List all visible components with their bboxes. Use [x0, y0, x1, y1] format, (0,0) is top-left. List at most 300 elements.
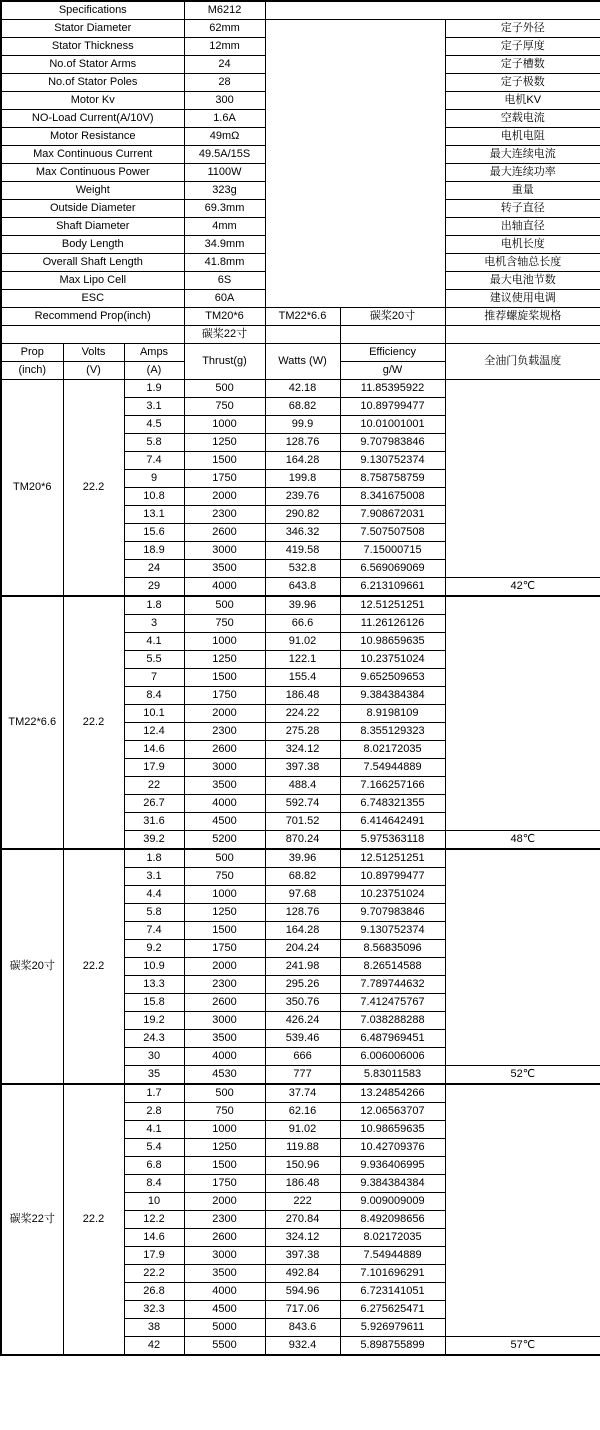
thrust-cell: 1250: [184, 904, 265, 922]
col-header-watts: Watts (W): [265, 344, 340, 380]
watts-cell: 199.8: [265, 470, 340, 488]
spec-zh-label: 转子直径: [445, 200, 600, 218]
watts-cell: 62.16: [265, 1103, 340, 1121]
spec-value: 6S: [184, 272, 265, 290]
efficiency-cell: 8.355129323: [340, 723, 445, 741]
watts-cell: 164.28: [265, 922, 340, 940]
watts-cell: 99.9: [265, 416, 340, 434]
temp-cell: 57℃: [445, 1337, 600, 1356]
thrust-cell: 1000: [184, 1121, 265, 1139]
amps-cell: 10: [124, 1193, 184, 1211]
amps-cell: 4.1: [124, 1121, 184, 1139]
prop-name-cell: 碳桨20寸: [1, 849, 63, 1084]
recommend-prop-value-2: TM22*6.6: [265, 308, 340, 326]
watts-cell: 68.82: [265, 398, 340, 416]
efficiency-cell: 10.23751024: [340, 886, 445, 904]
table-row: [1, 20, 600, 38]
watts-cell: 186.48: [265, 687, 340, 705]
efficiency-cell: 10.42709376: [340, 1139, 445, 1157]
watts-cell: 164.28: [265, 452, 340, 470]
thrust-cell: 2000: [184, 705, 265, 723]
thrust-cell: 3500: [184, 777, 265, 795]
thrust-cell: 750: [184, 1103, 265, 1121]
amps-cell: 1.7: [124, 1084, 184, 1103]
recommend-blank-cell: [445, 326, 600, 344]
amps-cell: 4.4: [124, 886, 184, 904]
thrust-cell: 750: [184, 615, 265, 633]
thrust-cell: 2300: [184, 1211, 265, 1229]
watts-cell: 37.74: [265, 1084, 340, 1103]
spec-zh-label: 出轴直径: [445, 218, 600, 236]
efficiency-cell: 9.384384384: [340, 1175, 445, 1193]
temp-cell: 42℃: [445, 578, 600, 597]
spec-label: ESC: [1, 290, 184, 308]
efficiency-cell: 5.926979611: [340, 1319, 445, 1337]
spec-zh-label: 电机长度: [445, 236, 600, 254]
amps-cell: 8.4: [124, 687, 184, 705]
efficiency-cell: 7.038288288: [340, 1012, 445, 1030]
thrust-cell: 4500: [184, 1301, 265, 1319]
prop-name-cell: 碳桨22寸: [1, 1084, 63, 1355]
spec-label: Outside Diameter: [1, 200, 184, 218]
efficiency-cell: 12.51251251: [340, 596, 445, 615]
thrust-cell: 750: [184, 398, 265, 416]
efficiency-cell: 11.26126126: [340, 615, 445, 633]
thrust-cell: 2300: [184, 976, 265, 994]
spec-zh-label: 定子槽数: [445, 56, 600, 74]
spec-zh-label: 最大连续电流: [445, 146, 600, 164]
thrust-cell: 2600: [184, 994, 265, 1012]
efficiency-cell: 7.789744632: [340, 976, 445, 994]
amps-cell: 5.8: [124, 434, 184, 452]
spec-value: 24: [184, 56, 265, 74]
thrust-cell: 2600: [184, 741, 265, 759]
amps-cell: 5.5: [124, 651, 184, 669]
amps-cell: 7: [124, 669, 184, 687]
efficiency-cell: 8.02172035: [340, 1229, 445, 1247]
efficiency-cell: 7.908672031: [340, 506, 445, 524]
table-row: [1, 849, 600, 868]
recommend-prop-zh-label: 推荐螺旋桨规格: [445, 308, 600, 326]
thrust-cell: 3000: [184, 1247, 265, 1265]
spec-value: 34.9mm: [184, 236, 265, 254]
table-row: [1, 308, 600, 326]
spec-label: Stator Diameter: [1, 20, 184, 38]
thrust-cell: 1250: [184, 1139, 265, 1157]
thrust-cell: 1500: [184, 922, 265, 940]
spec-value: 1.6A: [184, 110, 265, 128]
watts-cell: 346.32: [265, 524, 340, 542]
spec-zh-label: 定子外径: [445, 20, 600, 38]
temp-cell: 48℃: [445, 831, 600, 850]
spec-label: Weight: [1, 182, 184, 200]
watts-cell: 68.82: [265, 868, 340, 886]
watts-cell: 777: [265, 1066, 340, 1085]
temp-blank-cell: [445, 1084, 600, 1337]
spec-zh-label: 电机KV: [445, 92, 600, 110]
thrust-cell: 4000: [184, 1283, 265, 1301]
thrust-cell: 5200: [184, 831, 265, 850]
spec-value: 60A: [184, 290, 265, 308]
thrust-cell: 1000: [184, 886, 265, 904]
amps-cell: 3.1: [124, 398, 184, 416]
amps-cell: 17.9: [124, 1247, 184, 1265]
efficiency-cell: 9.130752374: [340, 922, 445, 940]
spec-label: Stator Thickness: [1, 38, 184, 56]
efficiency-cell: 10.23751024: [340, 651, 445, 669]
thrust-cell: 2600: [184, 524, 265, 542]
watts-cell: 270.84: [265, 1211, 340, 1229]
spec-zh-label: 定子极数: [445, 74, 600, 92]
temp-blank-cell: [445, 380, 600, 578]
amps-cell: 30: [124, 1048, 184, 1066]
amps-cell: 1.8: [124, 596, 184, 615]
thrust-cell: 2300: [184, 723, 265, 741]
efficiency-cell: 7.507507508: [340, 524, 445, 542]
amps-cell: 42: [124, 1337, 184, 1356]
watts-cell: 295.26: [265, 976, 340, 994]
amps-cell: 2.8: [124, 1103, 184, 1121]
amps-cell: 1.8: [124, 849, 184, 868]
spec-model-value: M6212: [184, 1, 265, 20]
thrust-cell: 5000: [184, 1319, 265, 1337]
amps-cell: 12.2: [124, 1211, 184, 1229]
efficiency-cell: 8.341675008: [340, 488, 445, 506]
efficiency-cell: 7.54944889: [340, 1247, 445, 1265]
table-row: [1, 596, 600, 615]
efficiency-cell: 9.652509653: [340, 669, 445, 687]
watts-cell: 426.24: [265, 1012, 340, 1030]
efficiency-cell: 6.723141051: [340, 1283, 445, 1301]
amps-cell: 31.6: [124, 813, 184, 831]
amps-cell: 38: [124, 1319, 184, 1337]
efficiency-cell: 9.936406995: [340, 1157, 445, 1175]
spec-value: 69.3mm: [184, 200, 265, 218]
amps-cell: 35: [124, 1066, 184, 1085]
watts-cell: 119.88: [265, 1139, 340, 1157]
efficiency-cell: 8.758758759: [340, 470, 445, 488]
spec-label: NO-Load Current(A/10V): [1, 110, 184, 128]
efficiency-cell: 9.130752374: [340, 452, 445, 470]
thrust-cell: 4000: [184, 1048, 265, 1066]
spec-value: 12mm: [184, 38, 265, 56]
spec-middle-blank-cell: [265, 20, 445, 308]
thrust-cell: 2000: [184, 1193, 265, 1211]
thrust-cell: 500: [184, 1084, 265, 1103]
watts-cell: 91.02: [265, 633, 340, 651]
amps-cell: 17.9: [124, 759, 184, 777]
thrust-cell: 750: [184, 868, 265, 886]
amps-cell: 1.9: [124, 380, 184, 398]
watts-cell: 91.02: [265, 1121, 340, 1139]
efficiency-cell: 11.85395922: [340, 380, 445, 398]
col-header-volts: Volts: [63, 344, 124, 362]
efficiency-cell: 6.213109661: [340, 578, 445, 597]
thrust-cell: 3000: [184, 1012, 265, 1030]
efficiency-cell: 8.02172035: [340, 741, 445, 759]
watts-cell: 870.24: [265, 831, 340, 850]
watts-cell: 397.38: [265, 759, 340, 777]
col-header-prop-unit: (inch): [1, 362, 63, 380]
efficiency-cell: 8.9198109: [340, 705, 445, 723]
amps-cell: 26.7: [124, 795, 184, 813]
col-header-amps-unit: (A): [124, 362, 184, 380]
efficiency-cell: 6.569069069: [340, 560, 445, 578]
amps-cell: 8.4: [124, 1175, 184, 1193]
watts-cell: 419.58: [265, 542, 340, 560]
watts-cell: 643.8: [265, 578, 340, 597]
thrust-cell: 1750: [184, 1175, 265, 1193]
efficiency-cell: 10.89799477: [340, 868, 445, 886]
spec-value: 41.8mm: [184, 254, 265, 272]
watts-cell: 843.6: [265, 1319, 340, 1337]
col-header-temp: 全油门负载温度: [445, 344, 600, 380]
thrust-cell: 1750: [184, 940, 265, 958]
watts-cell: 241.98: [265, 958, 340, 976]
efficiency-cell: 8.492098656: [340, 1211, 445, 1229]
watts-cell: 350.76: [265, 994, 340, 1012]
spec-value: 49mΩ: [184, 128, 265, 146]
thrust-cell: 500: [184, 849, 265, 868]
table-row: [1, 1, 600, 20]
temp-blank-cell: [445, 596, 600, 831]
recommend-blank-cell: [1, 326, 184, 344]
efficiency-cell: 6.487969451: [340, 1030, 445, 1048]
spec-label: Motor Kv: [1, 92, 184, 110]
spec-label: No.of Stator Arms: [1, 56, 184, 74]
spec-zh-label: 最大电池节数: [445, 272, 600, 290]
spec-label: Motor Resistance: [1, 128, 184, 146]
amps-cell: 15.6: [124, 524, 184, 542]
watts-cell: 128.76: [265, 434, 340, 452]
watts-cell: 239.76: [265, 488, 340, 506]
amps-cell: 9.2: [124, 940, 184, 958]
amps-cell: 26.8: [124, 1283, 184, 1301]
amps-cell: 18.9: [124, 542, 184, 560]
amps-cell: 3: [124, 615, 184, 633]
thrust-cell: 1750: [184, 470, 265, 488]
table-row: [1, 380, 600, 398]
efficiency-cell: 12.06563707: [340, 1103, 445, 1121]
watts-cell: 150.96: [265, 1157, 340, 1175]
efficiency-cell: 7.54944889: [340, 759, 445, 777]
watts-cell: 592.74: [265, 795, 340, 813]
spec-label: Max Continuous Power: [1, 164, 184, 182]
spec-label: Body Length: [1, 236, 184, 254]
spec-title-label: Specifications: [1, 1, 184, 20]
amps-cell: 6.8: [124, 1157, 184, 1175]
spec-value: 4mm: [184, 218, 265, 236]
amps-cell: 9: [124, 470, 184, 488]
col-header-efficiency: Efficiency: [340, 344, 445, 362]
spec-top-blank-cell: [265, 1, 600, 20]
watts-cell: 290.82: [265, 506, 340, 524]
amps-cell: 10.1: [124, 705, 184, 723]
spec-value: 1100W: [184, 164, 265, 182]
efficiency-cell: 10.98659635: [340, 633, 445, 651]
spec-zh-label: 建议使用电调: [445, 290, 600, 308]
efficiency-cell: 5.83011583: [340, 1066, 445, 1085]
spec-value: 62mm: [184, 20, 265, 38]
spec-label: Max Lipo Cell: [1, 272, 184, 290]
efficiency-cell: 7.412475767: [340, 994, 445, 1012]
amps-cell: 24.3: [124, 1030, 184, 1048]
watts-cell: 155.4: [265, 669, 340, 687]
efficiency-cell: 12.51251251: [340, 849, 445, 868]
spec-zh-label: 电机含轴总长度: [445, 254, 600, 272]
thrust-cell: 3500: [184, 1265, 265, 1283]
prop-name-cell: TM20*6: [1, 380, 63, 597]
amps-cell: 22: [124, 777, 184, 795]
recommend-prop-label: Recommend Prop(inch): [1, 308, 184, 326]
efficiency-cell: 6.275625471: [340, 1301, 445, 1319]
efficiency-cell: 7.15000715: [340, 542, 445, 560]
watts-cell: 701.52: [265, 813, 340, 831]
watts-cell: 39.96: [265, 849, 340, 868]
spec-label: Shaft Diameter: [1, 218, 184, 236]
col-header-thrust: Thrust(g): [184, 344, 265, 380]
thrust-cell: 4000: [184, 795, 265, 813]
watts-cell: 222: [265, 1193, 340, 1211]
watts-cell: 666: [265, 1048, 340, 1066]
thrust-cell: 3500: [184, 1030, 265, 1048]
thrust-cell: 4530: [184, 1066, 265, 1085]
watts-cell: 42.18: [265, 380, 340, 398]
amps-cell: 19.2: [124, 1012, 184, 1030]
watts-cell: 488.4: [265, 777, 340, 795]
spec-zh-label: 电机电阻: [445, 128, 600, 146]
prop-name-cell: TM22*6.6: [1, 596, 63, 849]
amps-cell: 5.4: [124, 1139, 184, 1157]
thrust-cell: 2600: [184, 1229, 265, 1247]
thrust-cell: 1500: [184, 669, 265, 687]
efficiency-cell: 8.56835096: [340, 940, 445, 958]
watts-cell: 324.12: [265, 741, 340, 759]
recommend-prop-value-4: 碳桨22寸: [184, 326, 265, 344]
watts-cell: 39.96: [265, 596, 340, 615]
thrust-cell: 1500: [184, 452, 265, 470]
spec-label: Overall Shaft Length: [1, 254, 184, 272]
thrust-cell: 3000: [184, 759, 265, 777]
watts-cell: 122.1: [265, 651, 340, 669]
spec-value: 323g: [184, 182, 265, 200]
thrust-cell: 1000: [184, 633, 265, 651]
temp-cell: 52℃: [445, 1066, 600, 1085]
amps-cell: 32.3: [124, 1301, 184, 1319]
table-row: [1, 1084, 600, 1103]
volts-cell: 22.2: [63, 380, 124, 597]
efficiency-cell: 10.98659635: [340, 1121, 445, 1139]
spec-value: 300: [184, 92, 265, 110]
thrust-cell: 3500: [184, 560, 265, 578]
spec-zh-label: 定子厚度: [445, 38, 600, 56]
spec-zh-label: 空载电流: [445, 110, 600, 128]
efficiency-cell: 10.01001001: [340, 416, 445, 434]
efficiency-cell: 9.009009009: [340, 1193, 445, 1211]
thrust-cell: 500: [184, 596, 265, 615]
amps-cell: 39.2: [124, 831, 184, 850]
spec-zh-label: 重量: [445, 182, 600, 200]
amps-cell: 3.1: [124, 868, 184, 886]
watts-cell: 492.84: [265, 1265, 340, 1283]
amps-cell: 29: [124, 578, 184, 597]
col-header-volts-unit: (V): [63, 362, 124, 380]
amps-cell: 12.4: [124, 723, 184, 741]
efficiency-cell: 5.975363118: [340, 831, 445, 850]
col-header-prop: Prop: [1, 344, 63, 362]
spec-value: 49.5A/15S: [184, 146, 265, 164]
efficiency-cell: 9.707983846: [340, 434, 445, 452]
amps-cell: 22.2: [124, 1265, 184, 1283]
spec-label: No.of Stator Poles: [1, 74, 184, 92]
watts-cell: 275.28: [265, 723, 340, 741]
amps-cell: 14.6: [124, 1229, 184, 1247]
efficiency-cell: 9.707983846: [340, 904, 445, 922]
amps-cell: 10.8: [124, 488, 184, 506]
thrust-cell: 1000: [184, 416, 265, 434]
thrust-cell: 1750: [184, 687, 265, 705]
efficiency-cell: 7.166257166: [340, 777, 445, 795]
spec-zh-label: 最大连续功率: [445, 164, 600, 182]
amps-cell: 13.1: [124, 506, 184, 524]
recommend-blank-cell: [340, 326, 445, 344]
watts-cell: 932.4: [265, 1337, 340, 1356]
table-row: [1, 326, 600, 344]
table-body: [1, 1, 600, 1355]
amps-cell: 7.4: [124, 922, 184, 940]
temp-blank-cell: [445, 849, 600, 1066]
thrust-cell: 1500: [184, 1157, 265, 1175]
watts-cell: 594.96: [265, 1283, 340, 1301]
efficiency-cell: 6.748321355: [340, 795, 445, 813]
thrust-cell: 2300: [184, 506, 265, 524]
volts-cell: 22.2: [63, 1084, 124, 1355]
thrust-cell: 4500: [184, 813, 265, 831]
thrust-cell: 5500: [184, 1337, 265, 1356]
watts-cell: 539.46: [265, 1030, 340, 1048]
col-header-efficiency-unit: g/W: [340, 362, 445, 380]
amps-cell: 7.4: [124, 452, 184, 470]
amps-cell: 24: [124, 560, 184, 578]
thrust-cell: 3000: [184, 542, 265, 560]
watts-cell: 532.8: [265, 560, 340, 578]
efficiency-cell: 13.24854266: [340, 1084, 445, 1103]
volts-cell: 22.2: [63, 849, 124, 1084]
watts-cell: 324.12: [265, 1229, 340, 1247]
watts-cell: 186.48: [265, 1175, 340, 1193]
watts-cell: 204.24: [265, 940, 340, 958]
recommend-blank-cell: [265, 326, 340, 344]
amps-cell: 4.5: [124, 416, 184, 434]
amps-cell: 5.8: [124, 904, 184, 922]
efficiency-cell: 8.26514588: [340, 958, 445, 976]
efficiency-cell: 6.414642491: [340, 813, 445, 831]
efficiency-cell: 10.89799477: [340, 398, 445, 416]
thrust-cell: 500: [184, 380, 265, 398]
efficiency-cell: 5.898755899: [340, 1337, 445, 1356]
thrust-cell: 2000: [184, 958, 265, 976]
table-row: [1, 344, 600, 362]
amps-cell: 10.9: [124, 958, 184, 976]
watts-cell: 224.22: [265, 705, 340, 723]
watts-cell: 66.6: [265, 615, 340, 633]
thrust-cell: 1250: [184, 434, 265, 452]
watts-cell: 97.68: [265, 886, 340, 904]
thrust-cell: 4000: [184, 578, 265, 597]
efficiency-cell: 6.006006006: [340, 1048, 445, 1066]
amps-cell: 15.8: [124, 994, 184, 1012]
watts-cell: 717.06: [265, 1301, 340, 1319]
